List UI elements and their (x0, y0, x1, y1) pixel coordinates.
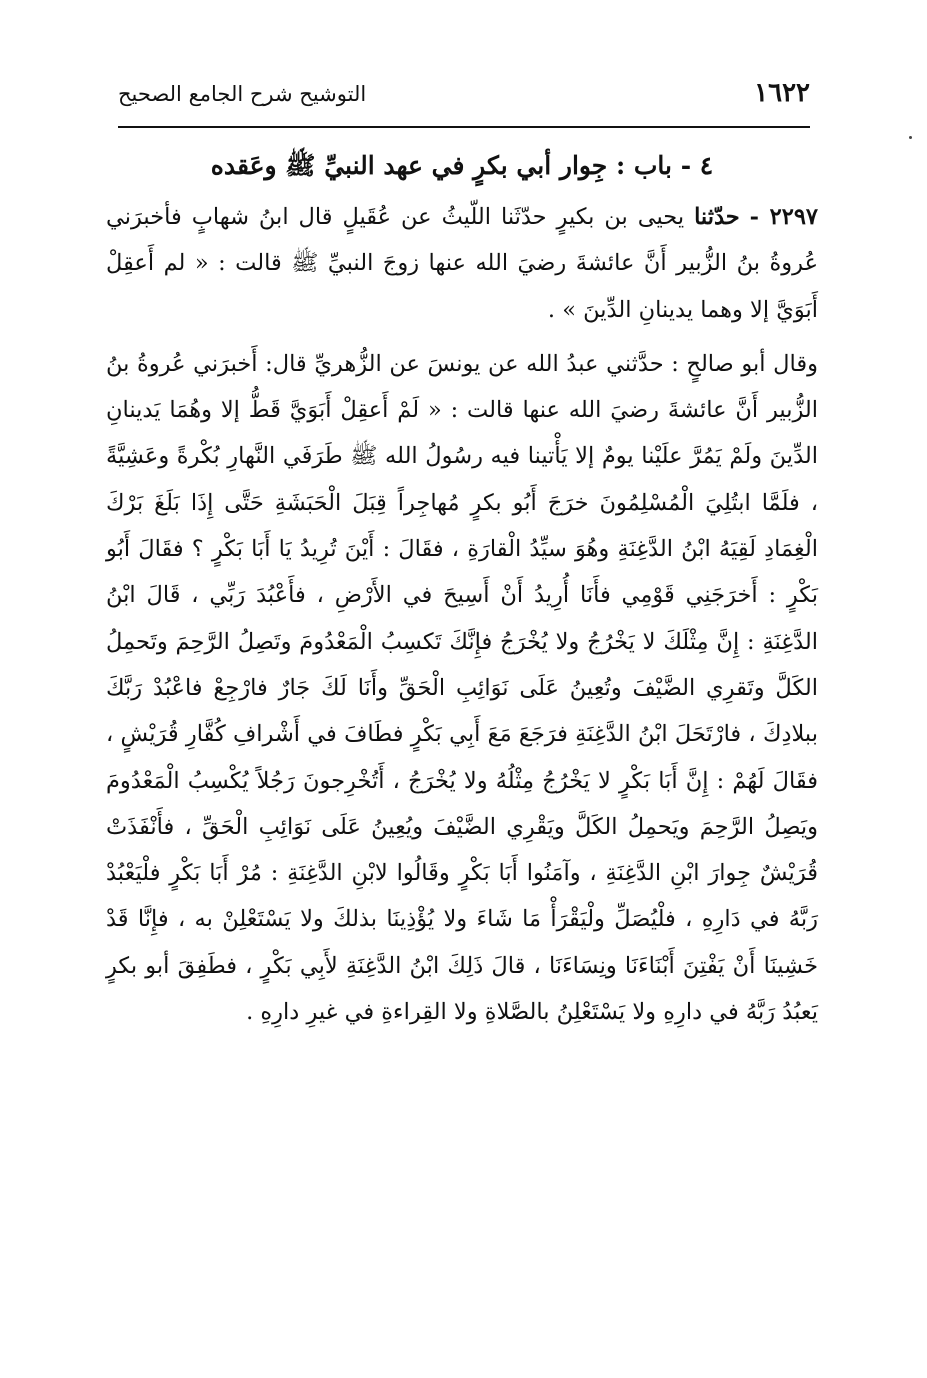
hadith-number: ٢٢٩٧ - (749, 204, 818, 230)
margin-dot (909, 136, 912, 139)
page-number: ١٦٢٢ (754, 78, 810, 108)
hadith-lead-word: حدّثنا (694, 204, 740, 230)
hadith-text: يحيى بن بكيرٍ حدّثَنا اللّيثُ عن عُقَيلٍ قال ابنُ شهابٍ فأخبرَني عُروةُ بنُ الزُّبير أَنَّ عائشةَ رضيَ الله عنها زوجَ النبيِّ ﷺ قالت : « لم أَعقِلْ أَبَوَيَّ إلا وهما يدينانِ الدِّينَ » . (106, 204, 818, 323)
narration-paragraph: وقال أبو صالحٍ : حدَّثني عبدُ الله عن يونسَ عن الزُّهريِّ قال: أَخبرَني عُروةُ بنُ الزُّبير أَنَّ عائشةَ رضيَ الله عنها قالت : « لَمْ أَعقِلْ أَبَوَيَّ قَطُّ إلا وهُمَا يَدينانِ الدِّينَ ولَمْ يَمُرَّ علَيْنا يومٌ إلا يَأْتينا فيه رسُولُ الله ﷺ طَرَفَي النَّهارِ بُكْرةً وعَشِيَّةً ، فلَمَّا ابتُلِيَ الْمُسْلِمُونَ خرَجَ أَبُو بكرٍ مُهاجِراً قِبَلَ الْحَبَشَةِ حَتَّى إِذَا بَلَغَ بَرْكَ الْغِمَادِ لَقِيَهُ ابْنُ الدَّغِنَةِ وهُوَ سيِّدُ الْقارَةِ ، فقَالَ : أَيْنَ تُرِيدُ يَا أَبَا بَكْرٍ ؟ فقَالَ أَبُو بَكْرٍ : أَخرَجَنِي قَوْمِي فأَنَا أُرِيدُ أَنْ أَسِيحَ في الأَرْضِ ، فأَعْبُدَ رَبِّي ، قَالَ ابْنُ الدَّغِنَةِ : إِنَّ مِثْلَكَ لا يَخْرُجُ ولا يُخْرَجُ فإِنَّكَ تَكسِبُ الْمَعْدُومَ وتَصِلُ الرَّحِمَ وتَحمِلُ الكَلَّ وتَقرِي الضَّيْفَ وتُعِينُ عَلَى نَوَائِبِ الْحَقِّ وأَنَا لَكَ جَارٌ فارْجِعْ فاعْبُدْ رَبَّكَ ببلادِكَ ، فارْتَحَلَ ابْنُ الدَّغِنَةِ فرَجَعَ مَعَ أَبِي بَكْرٍ فطَافَ في أَشْرافِ كُفَّارِ قُرَيْشٍ ، فقَالَ لَهُمْ : إِنَّ أَبَا بَكْرٍ لا يَخْرُجُ مِثْلُهُ ولا يُخْرَجُ ، أَتُخْرِجونَ رَجُلاً يُكْسِبُ الْمَعْدُومَ ويَصِلُ الرَّحِمَ ويَحمِلُ الكَلَّ ويَقْرِي الضَّيْفَ ويُعِينُ عَلَى نَوَائِبِ الْحَقِّ ، فأَنْفَذَتْ قُرَيْشٌ جِوارَ ابْنِ الدَّغِنَةِ ، وآمَنُوا أَبَا بَكْرٍ وقَالُوا لابْنِ الدَّغِنَةِ : مُرْ أَبَا بَكْرٍ فلْيَعْبُدْ رَبَّهُ في دَارِهِ ، فلْيُصَلِّ ولْيَقْرَأْ مَا شَاءَ ولا يُؤْذِينَا بذلكَ ولا يَسْتَعْلِنْ به ، فإِنَّا قَدْ خَشِينَا أَنْ يَفْتِنَ أَبْنَاءَنَا ونِسَاءَنَا ، قالَ ذَلِكَ ابْنُ الدَّغِنَةِ لأَبِي بَكْرٍ ، فطَفِقَ أبو بكرٍ يَعبُدُ رَبَّهُ في دارِهِ ولا يَسْتَعْلِنُ بالصَّلاةِ ولا القِراءةِ في غيرِ دارِهِ . (106, 350, 818, 1026)
chapter-heading: ٤ - باب : جِوار أبي بكرٍ في عهد النبيِّ ﷺ وعَقده (210, 151, 714, 180)
running-header (118, 78, 810, 118)
hadith-paragraph (106, 194, 818, 333)
page-body (106, 144, 818, 1035)
book-title: التوشيح شرح الجامع الصحيح (118, 82, 367, 106)
header-rule (118, 126, 810, 128)
